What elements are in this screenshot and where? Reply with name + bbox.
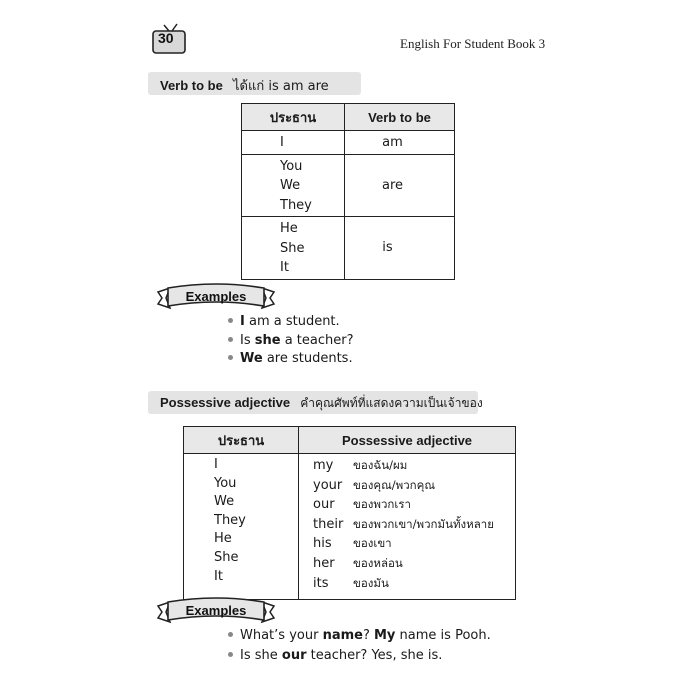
- examples-list: [228, 313, 353, 369]
- possessive-adjective-table: [183, 426, 516, 600]
- bullet-icon: [228, 337, 233, 342]
- section-title-bold: Possessive adjective: [160, 395, 291, 410]
- section-title-bold: Verb to be: [160, 78, 223, 93]
- examples-label: Examples: [185, 289, 247, 304]
- verb-cell: am: [345, 131, 455, 155]
- subject-cell: I: [280, 135, 284, 150]
- subject-cell: It: [214, 568, 223, 584]
- table-row: their ของพวกเขา/พวกมันทั้งหลาย: [313, 516, 494, 532]
- examples-label: Examples: [185, 603, 247, 618]
- verb-cell: are: [345, 154, 455, 217]
- table-row: your ของคุณ/พวกคุณ: [313, 477, 435, 493]
- list-item: I am a student.: [228, 313, 353, 332]
- page-number: 30: [158, 30, 174, 46]
- table-row: [242, 131, 455, 155]
- verb-cell: is: [345, 217, 455, 280]
- table-header-subject: ประธาน: [184, 427, 299, 454]
- list-item: Is she a teacher?: [228, 332, 353, 351]
- table-row: [242, 154, 455, 217]
- table-row: his ของเขา: [313, 536, 392, 552]
- table-row: our ของพวกเรา: [313, 497, 411, 513]
- table-row: her ของหล่อน: [313, 555, 403, 571]
- examples-ribbon-icon: [156, 596, 276, 628]
- subject-cell: He: [280, 221, 298, 236]
- subject-cell: They: [214, 512, 246, 528]
- list-item: Is she our teacher? Yes, she is.: [228, 646, 491, 666]
- subject-cell: You: [214, 475, 237, 491]
- examples-list: [228, 626, 491, 666]
- subject-cell: You: [280, 158, 303, 174]
- table-row: my ของฉัน/ผม: [313, 458, 408, 473]
- table-row: [242, 217, 455, 280]
- section-title-rest: ได้แก่ is am are: [233, 79, 329, 94]
- possessive-column: [299, 454, 515, 599]
- bullet-icon: [228, 318, 233, 323]
- subject-column: [184, 454, 298, 592]
- subject-cell: She: [214, 549, 239, 565]
- book-title: English For Student Book 3: [400, 36, 546, 51]
- list-item: What’s your name? My name is Pooh.: [228, 626, 491, 646]
- subject-cell: I: [214, 457, 218, 472]
- subject-cell: She: [280, 240, 305, 256]
- list-item: We are students.: [228, 350, 353, 369]
- subject-cell: He: [214, 531, 232, 547]
- section-title-rest: คำคุณศัพท์ที่แสดงความเป็นเจ้าของ: [300, 396, 483, 410]
- bullet-icon: [228, 652, 233, 657]
- bullet-icon: [228, 632, 233, 637]
- verb-to-be-table: [241, 103, 455, 280]
- table-row: its ของมัน: [313, 575, 389, 591]
- section-title-possessive-adjective: [148, 391, 483, 414]
- table-header-verb: Verb to be: [345, 104, 455, 131]
- subject-cell: We: [214, 494, 235, 510]
- section-title-verb-to-be: [148, 72, 361, 95]
- table-header-subject: ประธาน: [242, 104, 345, 131]
- table-header-possessive: Possessive adjective: [299, 427, 516, 454]
- subject-cell: It: [280, 260, 289, 275]
- subject-cell: We: [280, 178, 301, 193]
- examples-ribbon-icon: [156, 282, 276, 314]
- bullet-icon: [228, 355, 233, 360]
- subject-cell: They: [280, 197, 312, 213]
